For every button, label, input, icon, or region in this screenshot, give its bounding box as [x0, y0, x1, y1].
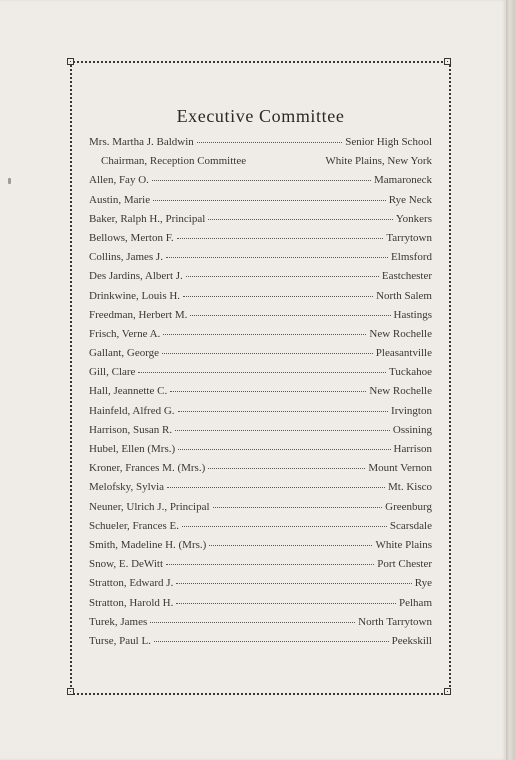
dot-leader	[176, 583, 411, 584]
member-row	[89, 194, 432, 213]
member-place: Mt. Kisco	[388, 481, 432, 494]
member-row	[89, 443, 432, 462]
member-name: Snow, E. DeWitt	[89, 558, 164, 571]
frame-corner-ornament	[444, 58, 451, 65]
member-row	[89, 251, 432, 270]
dot-leader	[153, 200, 386, 201]
dot-leader	[186, 276, 379, 277]
member-place: White Plains	[375, 538, 432, 551]
member-row	[89, 597, 432, 616]
member-row	[89, 481, 432, 500]
member-name: Hall, Jeannette C.	[89, 385, 168, 398]
dot-leader	[213, 507, 383, 508]
member-place: Port Chester	[377, 558, 432, 571]
member-name: Gallant, George	[89, 347, 160, 360]
member-place: Mount Vernon	[368, 462, 432, 475]
member-place: Irvington	[391, 404, 432, 417]
member-row	[89, 577, 432, 596]
member-place: North Salem	[376, 289, 432, 302]
member-name: Smith, Madeline H. (Mrs.)	[89, 538, 207, 551]
member-place: Pleasantville	[375, 347, 432, 360]
member-name: Des Jardins, Albert J.	[89, 270, 183, 283]
member-name: Bellows, Merton F.	[89, 231, 174, 244]
member-place: Rye	[414, 577, 432, 590]
member-place: New Rochelle	[369, 327, 432, 340]
member-place: Mamaroneck	[373, 174, 432, 187]
member-row	[89, 232, 432, 251]
member-place: Scarsdale	[389, 519, 432, 532]
member-place: Yonkers	[395, 212, 432, 225]
member-row	[89, 616, 432, 635]
page-mark	[8, 178, 11, 184]
member-name: Mrs. Martha J. Baldwin	[89, 136, 194, 148]
member-name: Austin, Marie	[89, 193, 151, 206]
member-row	[89, 539, 432, 558]
chair-detail-row	[89, 155, 432, 174]
dot-leader	[209, 545, 372, 546]
member-name: Stratton, Edward J.	[89, 577, 174, 590]
dot-leader	[154, 641, 389, 642]
dot-leader	[175, 430, 390, 431]
member-name: Harrison, Susan R.	[89, 423, 173, 436]
chair-town: White Plains, New York	[325, 155, 432, 168]
member-row	[89, 366, 432, 385]
frame-corner-ornament	[67, 688, 74, 695]
member-place: Pelham	[399, 596, 432, 609]
member-place: Greenburg	[385, 500, 432, 513]
member-name: Allen, Fay O.	[89, 174, 149, 187]
member-name: Collins, James J.	[89, 251, 163, 264]
member-place: Senior High School	[345, 136, 432, 148]
member-row	[89, 174, 432, 193]
page-title: Executive Committee	[176, 106, 345, 126]
dot-leader	[183, 296, 373, 297]
member-name: Turse, Paul L.	[89, 634, 151, 647]
dot-leader	[166, 564, 374, 565]
chair-role: Chairman, Reception Committee	[101, 155, 247, 168]
member-name: Gill, Clare	[89, 366, 136, 379]
member-place: Ossining	[392, 423, 432, 436]
member-row	[89, 328, 432, 347]
member-row	[89, 501, 432, 520]
dot-leader	[177, 238, 384, 239]
dot-leader	[167, 487, 385, 488]
frame-corner-ornament	[444, 688, 451, 695]
dot-leader	[178, 411, 389, 412]
dot-leader	[208, 468, 365, 469]
frame-corner-ornament	[67, 58, 74, 65]
member-place: Tarrytown	[386, 231, 432, 244]
member-name: Drinkwine, Louis H.	[89, 289, 181, 302]
member-row	[89, 558, 432, 577]
member-name: Schueler, Frances E.	[89, 519, 179, 532]
member-row	[89, 385, 432, 404]
dot-leader	[190, 315, 390, 316]
member-place: Eastchester	[381, 270, 432, 283]
member-place: Harrison	[393, 443, 432, 455]
member-name: Frisch, Verne A.	[89, 327, 161, 340]
member-row	[89, 424, 432, 443]
dot-leader	[166, 257, 388, 258]
dot-leader	[152, 180, 371, 181]
dot-leader	[162, 353, 373, 354]
member-name: Melofsky, Sylvia	[89, 481, 165, 494]
dot-leader	[138, 372, 386, 373]
member-row	[89, 347, 432, 366]
member-place: North Tarrytown	[358, 615, 432, 628]
book-spine	[506, 0, 515, 760]
member-place: Rye Neck	[388, 193, 432, 206]
member-place: New Rochelle	[369, 385, 432, 398]
dot-leader	[182, 526, 387, 527]
member-place: Hastings	[393, 308, 432, 321]
member-place: Peekskill	[391, 634, 432, 647]
member-name: Neuner, Ulrich J., Principal	[89, 500, 210, 513]
member-name: Stratton, Harold H.	[89, 596, 174, 609]
member-name: Kroner, Frances M. (Mrs.)	[89, 462, 206, 475]
dot-leader	[176, 603, 396, 604]
dot-leader	[197, 142, 342, 143]
dot-leader	[150, 622, 355, 623]
dot-leader	[208, 219, 393, 220]
member-row	[89, 462, 432, 481]
member-row	[89, 405, 432, 424]
dot-leader	[170, 391, 366, 392]
dot-leader	[163, 334, 366, 335]
member-row	[89, 309, 432, 328]
member-row	[89, 520, 432, 539]
member-name: Freedman, Herbert M.	[89, 308, 188, 321]
member-name: Baker, Ralph H., Principal	[89, 212, 206, 225]
member-name: Hainfeld, Alfred G.	[89, 404, 175, 417]
member-place: Tuckahoe	[389, 366, 432, 379]
member-name: Turek, James	[89, 615, 148, 628]
member-row	[89, 290, 432, 309]
member-place: Elmsford	[391, 251, 432, 264]
dot-leader	[178, 449, 390, 450]
member-row	[89, 270, 432, 289]
member-row	[89, 635, 432, 654]
member-name: Hubel, Ellen (Mrs.)	[89, 443, 176, 455]
member-row	[89, 213, 432, 232]
chair-row	[89, 136, 432, 155]
committee-list	[89, 136, 432, 654]
